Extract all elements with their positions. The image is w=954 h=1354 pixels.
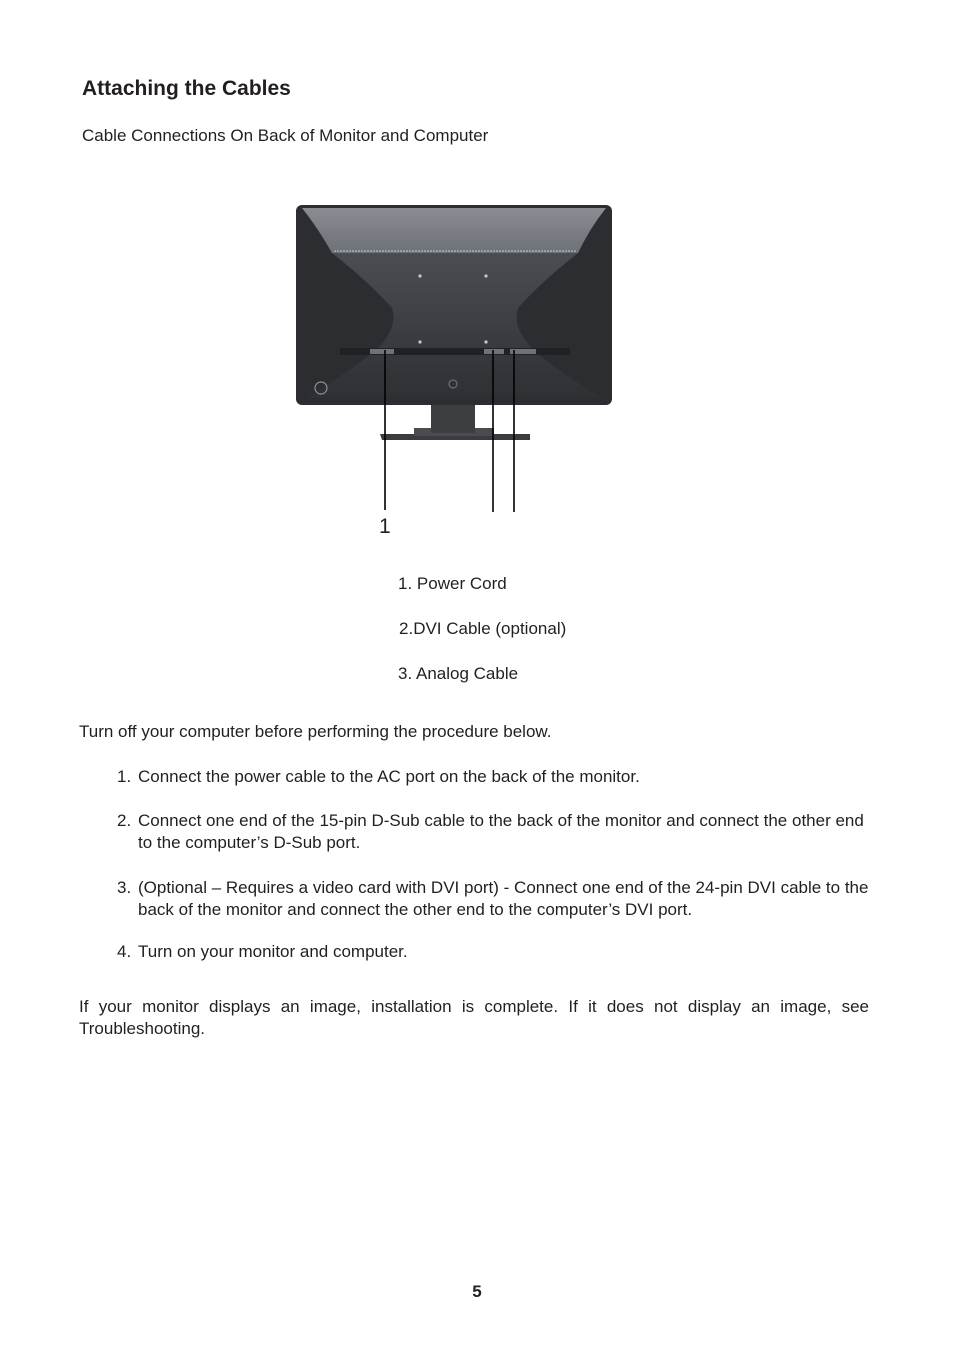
vesa-hole	[418, 340, 421, 343]
legend-item-dvi-cable	[399, 619, 566, 639]
legend-label: Analog Cable	[415, 664, 519, 683]
callout-label-1: 1	[379, 515, 391, 538]
step-number: 3.	[117, 878, 132, 897]
monitor-top-panel	[302, 208, 606, 253]
page-number: 5	[472, 1282, 482, 1301]
legend-number: 1.	[398, 574, 413, 593]
step-number: 1.	[117, 767, 132, 786]
intro-paragraph: Turn off your computer before performing the procedure below.	[79, 722, 552, 741]
step-text: Connect the power cable to the AC port on the back of the monitor.	[138, 767, 640, 786]
instruction-step	[117, 941, 877, 963]
legend-number: 3.	[398, 664, 413, 683]
page-title: Attaching the Cables	[82, 77, 291, 100]
step-number: 2.	[117, 811, 132, 830]
monitor-back-diagram	[290, 198, 620, 543]
legend-item-analog-cable	[398, 664, 518, 684]
legend-label: DVI Cable (optional)	[413, 619, 567, 638]
legend-label: Power Cord	[416, 574, 507, 593]
instruction-step	[117, 877, 877, 921]
legend-number: 2.	[399, 619, 414, 638]
step-text: (Optional – Requires a video card with DVI port) - Connect one end of the 24-pin DVI cable to the back of the monitor and connect the other end to the computer’s DVI port.	[138, 878, 869, 919]
step-number: 4.	[117, 942, 132, 961]
dvi-port	[484, 349, 504, 354]
step-text: Connect one end of the 15-pin D-Sub cable to the back of the monitor and connect the other end to the computer’s D-Sub port.	[138, 811, 864, 852]
closing-paragraph: If your monitor displays an image, installation is complete. If it does not display an image, see Troubleshooting.	[79, 997, 869, 1038]
vesa-hole	[484, 274, 487, 277]
instruction-step	[117, 766, 877, 788]
legend-item-power-cord	[398, 574, 507, 594]
vesa-hole	[418, 274, 421, 277]
vesa-hole	[484, 340, 487, 343]
section-subtitle: Cable Connections On Back of Monitor and Computer	[82, 126, 489, 145]
step-text: Turn on your monitor and computer.	[138, 942, 408, 961]
instruction-step	[117, 810, 877, 854]
ac-port	[370, 349, 394, 354]
